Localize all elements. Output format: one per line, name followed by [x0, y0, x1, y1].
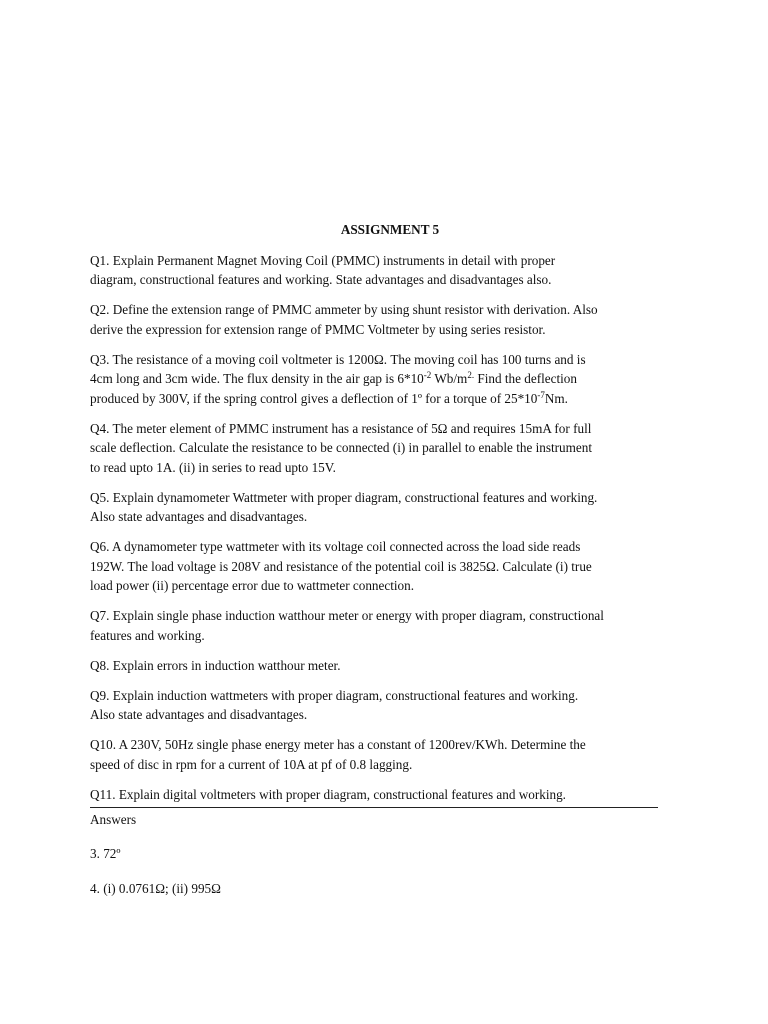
q3-exponent-1: -2: [423, 370, 432, 380]
question-10: [90, 735, 690, 774]
q3-unit-text: Wb/m: [431, 371, 468, 386]
question-2-line-1: Q2. Define the extension range of PMMC ammeter by using shunt resistor with derivation. Also: [90, 302, 598, 317]
question-3-line-3: [90, 389, 690, 409]
page-title: ASSIGNMENT 5: [340, 222, 440, 237]
question-5: [90, 488, 690, 527]
question-3-line-1: Q3. The resistance of a moving coil voltmeter is 1200Ω. The moving coil has 100 turns and is: [90, 351, 586, 367]
question-7-line-1: Q7. Explain single phase induction watthour meter or energy with proper diagram, constructional: [90, 608, 604, 623]
question-6-line-1: Q6. A dynamometer type wattmeter with its voltage coil connected across the load side reads: [90, 539, 581, 554]
answers-heading: Answers: [90, 811, 137, 827]
question-3-line-2: [90, 369, 690, 389]
question-7-line-2: features and working.: [90, 627, 205, 643]
question-4-line-3: to read upto 1A. (ii) in series to read upto 15V.: [90, 459, 336, 475]
q3-exponent-3: -7: [537, 389, 545, 400]
question-4: [90, 419, 690, 478]
answer-4: 4. (i) 0.0761Ω; (ii) 995Ω: [90, 880, 221, 896]
question-4-line-2: scale deflection. Calculate the resistance to be connected (i) in parallel to enable the instrument: [90, 440, 593, 455]
question-5-line-2: Also state advantages and disadvantages.: [90, 509, 308, 524]
q3-exponent-2: 2.: [467, 370, 475, 380]
question-9-line-2: Also state advantages and disadvantages.: [90, 707, 308, 722]
question-3: [90, 350, 690, 409]
assignment-page: [90, 220, 690, 913]
question-6-line-3: load power (ii) percentage error due to wattmeter connection.: [90, 578, 415, 593]
question-1: [90, 251, 690, 290]
question-6: [90, 537, 690, 596]
question-1-line-2: diagram, constructional features and working. State advantages and disadvantages also.: [90, 272, 552, 287]
q3-find-text: Find the deflection: [474, 371, 577, 386]
question-1-line-1: Q1. Explain Permanent Magnet Moving Coil (PMMC) instruments in detail with proper: [90, 252, 556, 268]
question-11: [90, 785, 690, 805]
q3-torque-text: produced by 300V, if the spring control gives a deflection of 1º for a torque of 25*10: [90, 390, 538, 406]
question-8-line-1: Q8. Explain errors in induction watthour meter.: [90, 657, 341, 673]
question-10-line-2: speed of disc in rpm for a current of 10A at pf of 0.8 lagging.: [90, 756, 413, 772]
question-7: [90, 606, 690, 645]
question-11-line-1: Q11. Explain digital voltmeters with proper diagram, constructional features and working.: [90, 786, 566, 802]
question-2: [90, 300, 690, 339]
question-5-line-1: Q5. Explain dynamometer Wattmeter with proper diagram, constructional features and working.: [90, 489, 598, 505]
question-4-line-1: Q4. The meter element of PMMC instrument has a resistance of 5Ω and requires 15mA for full: [90, 420, 592, 436]
question-6-line-2: 192W. The load voltage is 208V and resistance of the potential coil is 3825Ω. Calculate (i) true: [90, 558, 592, 574]
answer-3: 3. 72º: [90, 846, 121, 861]
question-10-line-1: Q10. A 230V, 50Hz single phase energy meter has a constant of 1200rev/KWh. Determine the: [90, 737, 586, 752]
question-9-line-1: Q9. Explain induction wattmeters with proper diagram, constructional features and working.: [90, 687, 579, 703]
q3-flux-text: 4cm long and 3cm wide. The flux density in the air gap is 6*10: [90, 371, 424, 386]
question-2-line-2: derive the expression for extension range of PMMC Voltmeter by using series resistor.: [90, 321, 546, 337]
q3-nm-text: Nm.: [544, 390, 568, 406]
question-8: [90, 656, 690, 676]
question-9: [90, 686, 690, 725]
answers-divider: [90, 807, 658, 808]
